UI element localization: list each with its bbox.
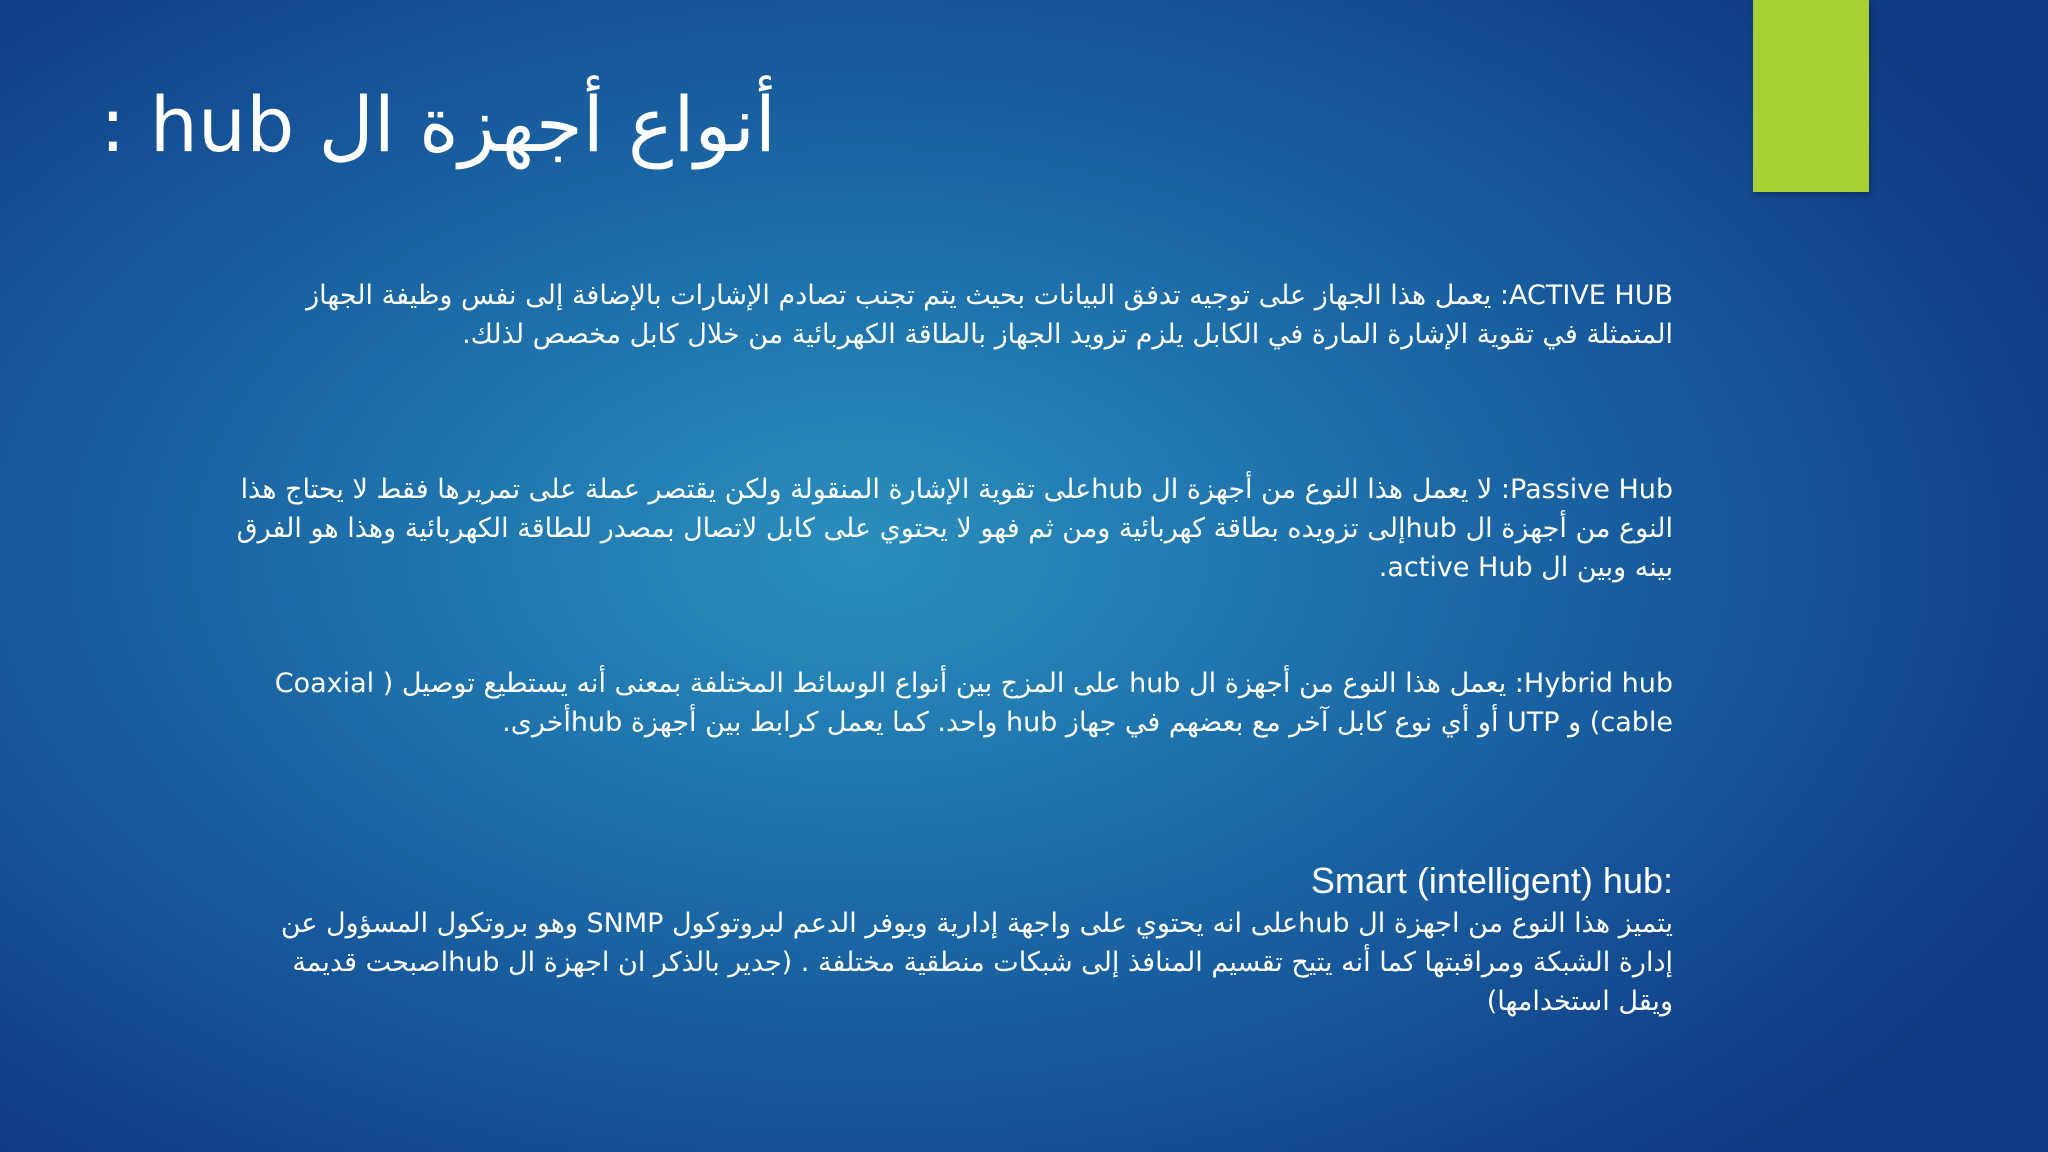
accent-bar <box>1753 0 1869 192</box>
paragraph-passive-hub: Passive Hub: لا يعمل هذا النوع من أجهزة ال hubعلى تقوية الإشارة المنقولة ولكن يقتصر عملة على تمريرها فقط لا يحتاج هذا النوع من أجهزة ال hubإلى تزويده بطاقة كهربائية ومن ثم فهو لا يحتوي على كابل لاتصال بمصدر للطاقة الكهربائية وهذا هو الفرق بينه وبين ال active Hub. <box>236 474 1673 583</box>
paragraph-smart-hub <box>244 858 1673 1021</box>
paragraph-hybrid-hub: Hybrid hub: يعمل هذا النوع من أجهزة ال hub على المزج بين أنواع الوسائط المختلفة بمعنى أنه يستطيع توصيل ( Coaxial cable) و UTP أو أي نوع كابل آخر مع بعضهم في جهاز hub واحد. كما يعمل كرابط بين أجهزة hubأخرى. <box>274 668 1673 738</box>
smart-hub-text: يتميز هذا النوع من اجهزة ال hubعلى انه يحتوي على واجهة إدارية ويوفر الدعم لبروتوكول SNMP وهو بروتكول المسؤول عن إدارة الشبكة ومراقبتها كما أنه يتيح تقسيم المنافذ إلى شبكات منطقية مختلفة . (جدير بالذكر ان اجهزة ال hubاصبحت قديمة ويقل استخدامها) <box>280 908 1673 1017</box>
paragraph-active-hub: ACTIVE HUB: يعمل هذا الجهاز على توجيه تدفق البيانات بحيث يتم تجنب تصادم الإشارات بالإضافة إلى نفس وظيفة الجهاز المتمثلة في تقوية الإشارة المارة في الكابل يلزم تزويد الجهاز بالطاقة الكهربائية من خلال كابل مخصص لذلك. <box>306 280 1673 350</box>
slide-title: أنواع أجهزة ال hub : <box>99 80 776 169</box>
smart-hub-heading: Smart (intelligent) hub: <box>1310 860 1673 901</box>
